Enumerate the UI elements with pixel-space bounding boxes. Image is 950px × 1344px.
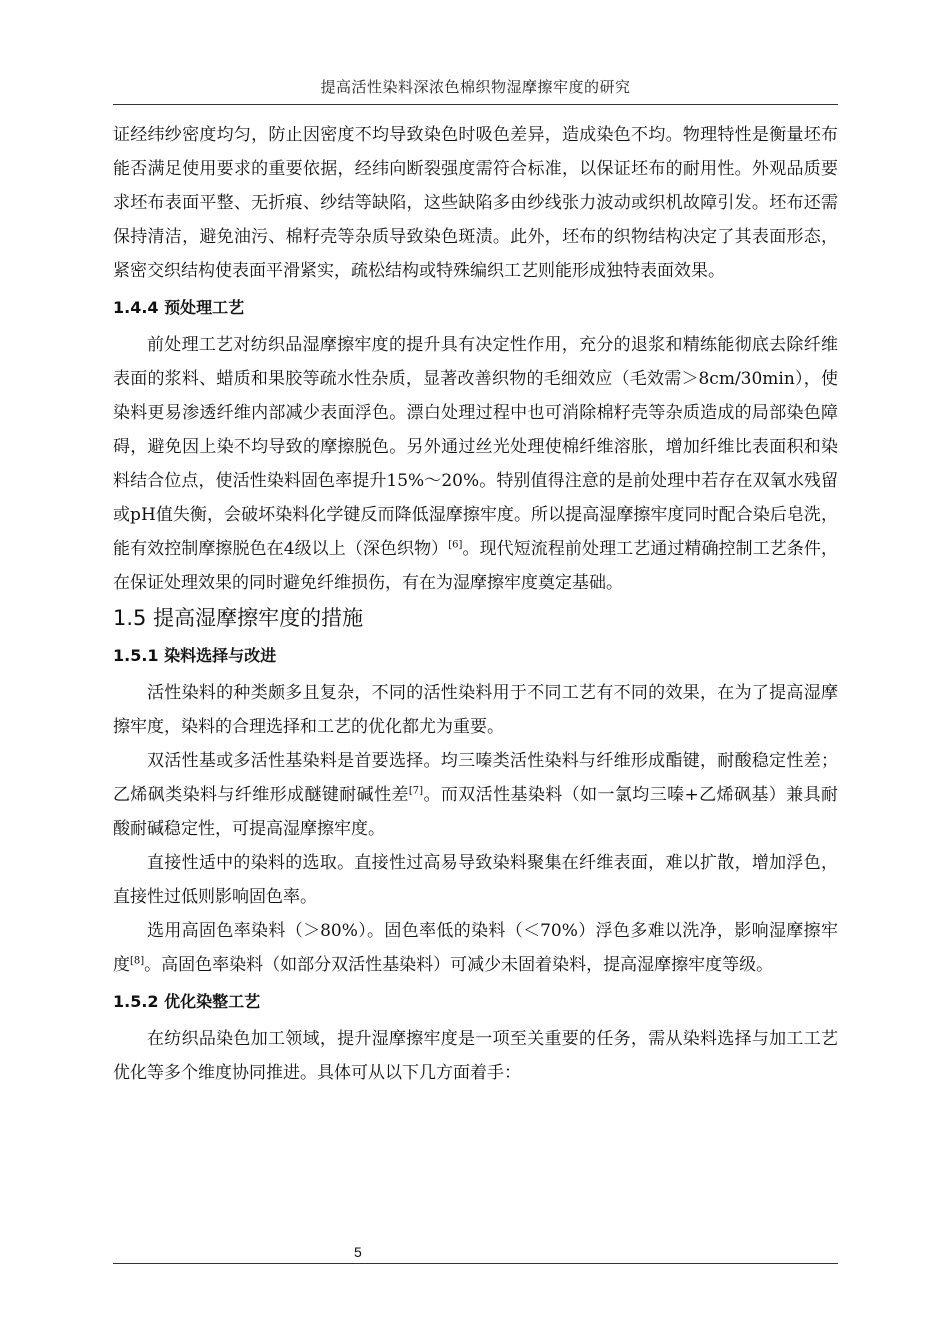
paragraph-text: 前处理工艺对纺织品湿摩擦牢度的提升具有决定性作用，充分的退浆和精练能彻底去除纤维表面的浆料、蜡质和果胶等疏水性杂质，显著改善织物的毛细效应（毛效需＞8cm/30min），使染料更易渗透纤维内部减少表面浮色。漂白处理过程中也可消除棉籽壳等杂质造成的局部染色障碍，避免因上染不均导致的摩擦脱色。另外通过丝光处理使棉纤维溶胀，增加纤维比表面积和染料结合位点，使活性染料固色率提升15%～20%。特别值得注意的是前处理中若存在双氧水残留或pH值失衡，会破坏染料化学键反而降低湿摩擦牢度。所以提高湿摩擦牢度同时配合染后皂洗，能有效控制摩擦脱色在4级以上（深色织物）: [113, 335, 838, 559]
paragraph-text: 。现代短流程前处理工艺通过精确控制工艺条件，在保证处理效果的同时避免纤维损伤，有在为湿摩擦牢度奠定基础。: [113, 539, 838, 593]
paragraph-fixation-rate: [113, 914, 838, 982]
paragraph-text: 双活性基或多活性基染料是首要选择。均三嗪类活性染料与纤维形成酯键，耐酸稳定性差；乙烯砜类染料与纤维形成醚键耐碱性差: [113, 751, 838, 805]
paragraph-text: 选用高固色率染料（＞80%）。固色率低的染料（＜70%）浮色多难以洗净，影响湿摩擦牢度: [113, 921, 838, 975]
footer-divider: [113, 1263, 838, 1264]
paragraph-text: 。高固色率染料（如部分双活性基染料）可减少未固着染料，提高湿摩擦牢度等级。: [144, 955, 774, 975]
citation-ref-6: [6]: [448, 539, 463, 551]
paragraph-text: 。而双活性基染料（如一氯均三嗪+乙烯砜基）兼具耐酸耐碱稳定性，可提高湿摩擦牢度。: [113, 785, 838, 839]
document-body: [113, 118, 838, 1090]
paragraph-continued: 证经纬纱密度均匀，防止因密度不均导致染色时吸色差异，造成染色不均。物理特性是衡量坯布能否满足使用要求的重要依据，经纬向断裂强度需符合标准，以保证坯布的耐用性。外观品质要求坯布表面平整、无折痕、纱结等缺陷，这些缺陷多由纱线张力波动或织机故障引发。坯布还需保持清洁，避免油污、棉籽壳等杂质导致染色斑渍。此外，坯布的织物结构决定了其表面形态，紧密交织结构使表面平滑紧实，疏松结构或特殊编织工艺则能形成独特表面效果。: [113, 125, 838, 281]
citation-ref-8: [8]: [130, 955, 145, 967]
page-number: 5: [354, 1244, 362, 1260]
section-heading-1-4-4: 1.4.4 预处理工艺: [113, 298, 245, 317]
citation-ref-7: [7]: [408, 785, 424, 797]
header-divider: [113, 104, 838, 105]
running-header: 提高活性染料深浓色棉织物湿摩擦牢度的研究: [320, 78, 631, 96]
paragraph-pretreatment: [113, 328, 838, 600]
paragraph-substantivity: 直接性适中的染料的选取。直接性过高易导致染料聚集在纤维表面，难以扩散，增加浮色，直接性过低则影响固色率。: [113, 853, 838, 907]
paragraph-bifunctional-dyes: [113, 744, 838, 846]
paragraph-process-optimization: 在纺织品染色加工领域，提升湿摩擦牢度是一项至关重要的任务，需从染料选择与加工工艺优化等多个维度协同推进。具体可从以下几方面着手：: [113, 1029, 838, 1083]
section-heading-1-5-2: 1.5.2 优化染整工艺: [113, 992, 261, 1011]
section-heading-1-5-1: 1.5.1 染料选择与改进: [113, 646, 277, 665]
paragraph-dye-intro: 活性染料的种类颇多且复杂，不同的活性染料用于不同工艺有不同的效果，在为了提高湿摩擦牢度，染料的合理选择和工艺的优化都尤为重要。: [113, 683, 838, 737]
section-heading-1-5: 1.5 提高湿摩擦牢度的措施: [113, 606, 364, 630]
